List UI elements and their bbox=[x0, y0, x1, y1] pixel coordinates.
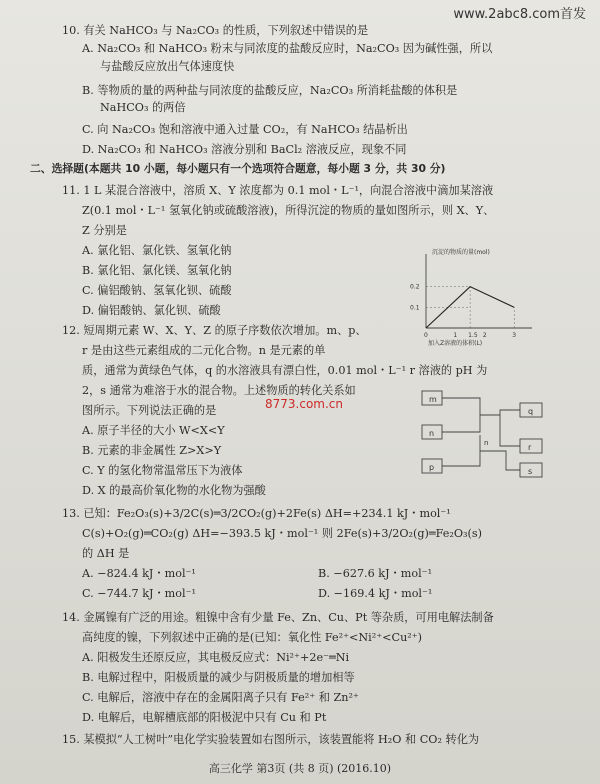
q11-precipitate-chart bbox=[400, 244, 540, 346]
q14-stem-2: 高纯度的镍，下列叙述中正确的是(已知：氧化性 Fe²⁺<Ni²⁺<Cu²⁺) bbox=[82, 631, 423, 644]
q12-stem-2: r 是由这些元素组成的二元化合物。n 是元素的单 bbox=[82, 344, 326, 357]
q14-stem: 14. 金属镍有广泛的用途。粗镍中含有少量 Fe、Zn、Cu、Pt 等杂质，可用电解法制备 bbox=[62, 611, 494, 624]
q10-option-a: A. Na₂CO₃ 和 NaHCO₃ 粉末与同浓度的盐酸反应时，Na₂CO₃ 因为碱性强，所以 bbox=[82, 42, 493, 55]
q10-option-d: D. Na₂CO₃ 和 NaHCO₃ 溶液分别和 BaCl₂ 溶液反应，现象不同 bbox=[82, 143, 407, 156]
q15-stem: 15. 某模拟“人工树叶”电化学实验装置如右图所示，该装置能将 H₂O 和 CO₂ 转化为 bbox=[62, 733, 480, 746]
q12-stem-3: 质，通常为黄绿色气体，q 的水溶液具有漂白性，0.01 mol・L⁻¹ r 溶液的 pH 为 bbox=[82, 364, 488, 377]
x-tick-label: 1.5 bbox=[468, 332, 478, 339]
x-tick-label: 2 bbox=[482, 332, 487, 339]
arrow-label-n: n bbox=[484, 439, 489, 447]
q14-option-d: D. 电解后，电解槽底部的阳极泥中只有 Cu 和 Pt bbox=[82, 711, 327, 724]
q11-stem-3: Z 分别是 bbox=[82, 224, 127, 237]
node-n: n bbox=[429, 429, 435, 438]
node-s: s bbox=[528, 467, 533, 476]
q12-conversion-diagram bbox=[420, 383, 550, 483]
x-axis-label: 加入Z溶液的体积(L) bbox=[428, 340, 483, 346]
q13-stem: 13. 已知：Fe₂O₃(s)+3/2C(s)═3/2CO₂(g)+2Fe(s) ΔH=+234.1 kJ・mol⁻¹ bbox=[62, 507, 451, 520]
q11-option-d: D. 偏铝酸钠、氯化钡、硫酸 bbox=[82, 304, 221, 317]
section-heading: 二、选择题(本题共 10 小题，每小题只有一个选项符合题意，每小题 3 分，共 30 分) bbox=[30, 162, 446, 175]
y-tick-label: 0.1 bbox=[410, 304, 420, 312]
q14-option-c: C. 电解后，溶液中存在的金属阳离子只有 Fe²⁺ 和 Zn²⁺ bbox=[82, 691, 359, 704]
q13-option-d: D. −169.4 kJ・mol⁻¹ bbox=[318, 587, 433, 600]
q13-option-c: C. −744.7 kJ・mol⁻¹ bbox=[82, 587, 196, 600]
q12-stem: 12. 短周期元素 W、X、Y、Z 的原子序数依次增加。m、p、 bbox=[62, 324, 367, 337]
q11-option-b: B. 氯化铝、氯化镁、氢氧化钠 bbox=[82, 264, 232, 277]
x-tick-label: 1 bbox=[453, 332, 458, 339]
q12-stem-5: 图所示。下列说法正确的是 bbox=[82, 404, 217, 417]
q14-option-b: B. 电解过程中，阳极质量的减少与阴极质量的增加相等 bbox=[82, 671, 355, 684]
page-footer: 高三化学 第3页 (共 8 页) (2016.10) bbox=[208, 762, 392, 775]
q13-option-a: A. −824.4 kJ・mol⁻¹ bbox=[82, 567, 196, 580]
x-tick-label: 3 bbox=[512, 332, 517, 339]
q10-option-c: C. 向 Na₂CO₃ 饱和溶液中通入过量 CO₂，有 NaHCO₃ 结晶析出 bbox=[82, 123, 408, 136]
node-p: p bbox=[429, 463, 435, 472]
q13-stem-3: 的 ΔH 是 bbox=[82, 547, 130, 560]
node-q: q bbox=[528, 407, 534, 416]
q12-option-c: C. Y 的氢化物常温常压下为液体 bbox=[82, 464, 243, 477]
q10-option-a-cont: 与盐酸反应放出气体速度快 bbox=[100, 60, 235, 73]
q12-option-a: A. 原子半径的大小 W<X<Y bbox=[82, 424, 225, 437]
q14-option-a: A. 阳极发生还原反应，其电极反应式：Ni²⁺+2e⁻═Ni bbox=[82, 651, 350, 664]
q11-stem-2: Z(0.1 mol・L⁻¹ 氢氧化钠或硫酸溶液)，所得沉淀的物质的量如图所示，则 X、Y、 bbox=[82, 204, 495, 217]
q12-option-d: D. X 的最高价氧化物的水化物为强酸 bbox=[82, 484, 266, 497]
x-tick-label: 0 bbox=[424, 332, 428, 339]
q12-stem-4: 2，s 通常为难溶于水的混合物。上述物质的转化关系如 bbox=[82, 384, 356, 397]
q13-stem-2: C(s)+O₂(g)═CO₂(g) ΔH=−393.5 kJ・mol⁻¹ 则 2Fe(s)+3/2O₂(g)═Fe₂O₃(s) bbox=[82, 527, 482, 540]
q11-option-c: C. 偏铝酸钠、氢氧化钡、硫酸 bbox=[82, 284, 232, 297]
y-tick-label: 0.2 bbox=[410, 283, 420, 291]
node-m: m bbox=[429, 395, 437, 404]
y-axis-label: 沉淀的物质的量(mol) bbox=[432, 249, 490, 256]
q10-option-b-cont: NaHCO₃ 的两倍 bbox=[100, 101, 186, 114]
q10-option-b: B. 等物质的量的两种盐与同浓度的盐酸反应，Na₂CO₃ 所消耗盐酸的体积是 bbox=[82, 84, 458, 97]
watermark-site[interactable]: www.2abc8.com首发 bbox=[453, 7, 586, 22]
watermark-url[interactable]: 8773.com.cn bbox=[265, 397, 343, 411]
q10-stem: 10. 有关 NaHCO₃ 与 Na₂CO₃ 的性质，下列叙述中错误的是 bbox=[62, 24, 369, 37]
q11-option-a: A. 氯化铝、氯化铁、氢氧化钠 bbox=[82, 244, 232, 257]
q11-stem: 11. 1 L 某混合溶液中，溶质 X、Y 浓度都为 0.1 mol・L⁻¹，向混合溶液中滴加某溶液 bbox=[62, 184, 494, 197]
q12-option-b: B. 元素的非金属性 Z>X>Y bbox=[82, 444, 222, 457]
node-r: r bbox=[528, 443, 532, 452]
q13-option-b: B. −627.6 kJ・mol⁻¹ bbox=[318, 567, 433, 580]
